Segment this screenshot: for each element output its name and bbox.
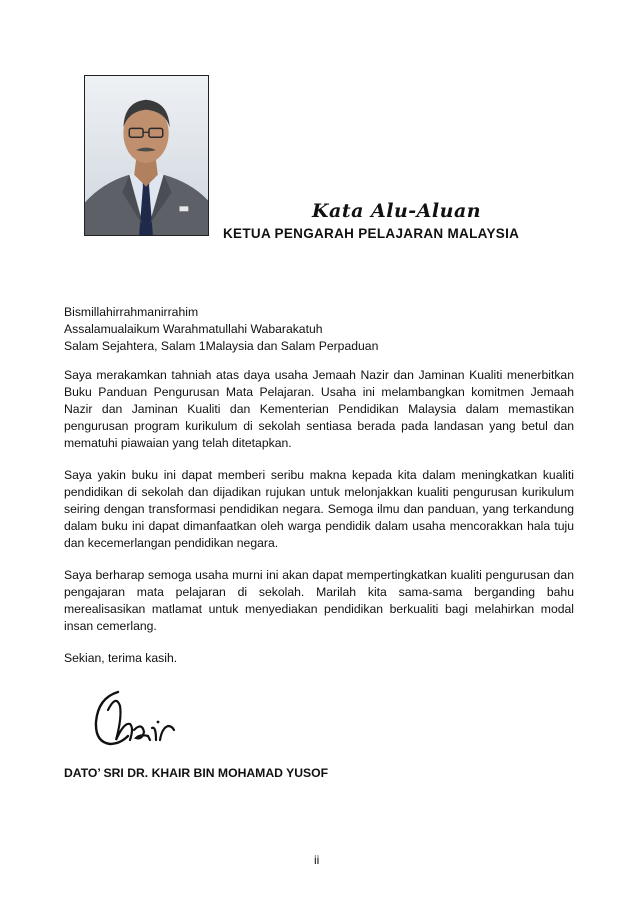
paragraph: Saya yakin buku ini dapat memberi seribu makna kepada kita dalam meningkatkan kualiti pendidikan di sekolah dan dijadikan rujukan untuk melonjakkan kualiti pengurusan kurikulum seiring dengan transformasi pendidikan negara. Semoga ilmu dan panduan, yang terkandung dalam buku ini dapat dimanfaatkan oleh warga pendidik dalam usaha mencorakkan hala tuju dan kecemerlangan pendidikan negara. bbox=[64, 468, 574, 550]
paragraph: Saya berharap semoga usaha murni ini akan dapat mempertingkatkan kualiti pengurusan dan pengajaran mata pelajaran di sekolah. Marilah kita sama-sama berganding bahu merealisasikan matlamat untuk menyediakan pendidikan berkualiti bagi melahirkan modal insan cemerlang. bbox=[64, 568, 574, 633]
greeting-line: Assalamualaikum Warahmatullahi Wabarakatuh bbox=[64, 322, 323, 336]
page-title: Kata Alu-Aluan bbox=[312, 200, 482, 222]
greeting-line: Salam Sejahtera, Salam 1Malaysia dan Salam Perpaduan bbox=[64, 339, 379, 353]
greeting-block bbox=[64, 304, 574, 355]
portrait-image bbox=[85, 76, 208, 235]
letter-body bbox=[64, 304, 574, 667]
handwritten-signature bbox=[90, 684, 200, 754]
closing-line: Sekian, terima kasih. bbox=[64, 651, 178, 665]
paragraph: Saya merakamkan tahniah atas daya usaha Jemaah Nazir dan Jaminan Kualiti menerbitkan Buku Panduan Pengurusan Mata Pelajaran. Usaha ini melambangkan komitmen Jemaah Nazir dan Jaminan Kualiti dan Kementerian Pendidikan Malaysia dalam memastikan pengurusan program kurikulum di sekolah sentiasa berada pada landasan yang betul dan mematuhi piawaian yang telah ditetapkan. bbox=[64, 368, 574, 450]
greeting-line: Bismillahirrahmanirrahim bbox=[64, 305, 199, 319]
portrait-photo bbox=[84, 75, 209, 236]
page-number: ii bbox=[314, 853, 320, 867]
page-subtitle: KETUA PENGARAH PELAJARAN MALAYSIA bbox=[223, 226, 520, 241]
signer-name: DATO’ SRI DR. KHAIR BIN MOHAMAD YUSOF bbox=[64, 766, 329, 780]
